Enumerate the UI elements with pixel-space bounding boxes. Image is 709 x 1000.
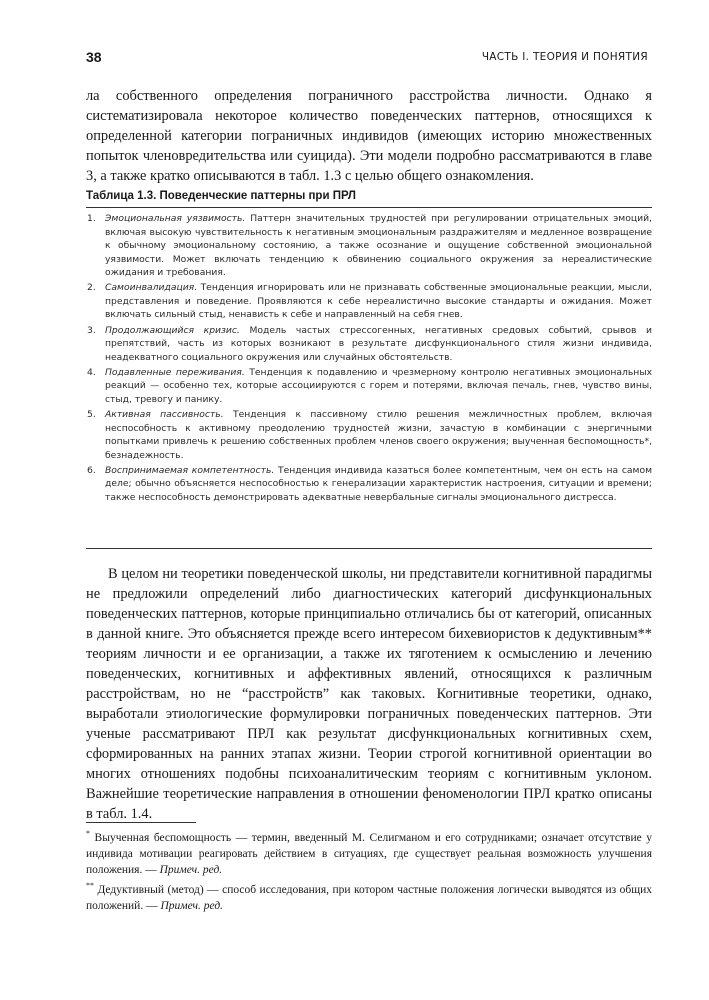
intro-paragraph: ла собственного определения пограничного расстройства личности. Однако я систематизировала некоторое количество поведенческих паттернов, относящихся к определенной категории пограничных индивидов (имеющих историю множественных попыток членовредительства или суицида). Эти модели подробно рассматриваются в главе 3, а также кратко описываются в табл. 1.3 с целью общего ознакомления. [86, 88, 652, 184]
item-text: Тенденция к пассивному стилю решения межличностных проблем, включая неспособность к активному преодолению трудностей жизни, зачастую в комбинации с энергичными попытками привлечь к решению собственных проблем членов своего окружения; выученная беспомощность*, безнадежность. [105, 409, 652, 461]
item-number: 1. [87, 213, 96, 224]
page-header [86, 43, 652, 73]
footnote-signature: Примеч. ред. [159, 864, 223, 876]
table-top-rule [86, 207, 652, 208]
main-paragraph: В целом ни теоретики поведенческой школы, ни представители когнитивной парадигмы не предложили определений либо диагностических категорий дисфункциональных поведенческих паттернов, которые принципиально отличались бы от категорий, описанных в данной книге. Это объясняется прежде всего интересом бихевиористов к дедуктивным** теориям личности и ее организации, а также их тяготением к осмыслению и лечению поведенческих, когнитивных и аффективных явлений, относящихся к различным расстройствам, но не “расстройств” как таковых. Когнитивные теоретики, однако, выработали этиологические формулировки пограничных поведенческих паттернов. Эти ученые рассматривают ПРЛ как результат дисфункциональных когнитивных схем, сформированных на ранних этапах жизни. Теории строгой когнитивной ориентации во многих отношениях подобны психоаналитическим теориям с когнитивным уклоном. Важнейшие теоретические направления в отношении феноменологии ПРЛ кратко описаны в табл. 1.4. [86, 566, 652, 822]
footnote-mark: ** [86, 881, 94, 890]
item-number: 3. [87, 324, 96, 336]
item-text: Тенденция игнорировать или не признавать собственные эмоциональные реакции, мысли, представления и поведение. Проявляются к себе нереалистично высокие стандарты и ожидания. Может включать сильный стыд, ненависть к себе и направленный на себя гнев. [105, 282, 652, 321]
footnote [86, 830, 652, 878]
item-text: Паттерн значительных трудностей при регулировании отрицательных эмоций, включая высокую чувствительность к негативным эмоциональным раздражителям и медленное возвращение к обычному эмоциональному состоянию, а также осознание и ощущение собственной эмоциональной уязвимости. Может включать тенденцию к обвинению социального окружения за нереалистические ожидания и требования. [105, 213, 652, 278]
item-term: Продолжающийся кризис. [105, 324, 240, 336]
item-text: Тенденция индивида казаться более компетентным, чем он есть на самом деле; обычно объясняется неспособностью к генерализации характеристик настроения, ситуации и времени; также неспособность демонстрировать адекватные невербальные сигналы эмоционального дистресса. [105, 464, 652, 503]
item-number: 5. [87, 409, 96, 421]
page-number: 38 [86, 49, 102, 65]
footnote-text: Выученная беспомощность — термин, введенный М. Селигманом и его сотрудниками; означает отсутствие у индивида мотивации реагировать действием в ситуациях, где существует реальная возможность улучшения положения. — [86, 832, 652, 876]
item-number: 6. [87, 464, 96, 476]
item-term: Эмоциональная уязвимость. [105, 213, 246, 224]
table-list [86, 212, 652, 506]
table-item [86, 212, 652, 280]
table-title: Таблица 1.3. Поведенческие паттерны при ПРЛ [86, 190, 356, 202]
footnote-rule [86, 822, 196, 823]
item-term: Воспринимаемая компетентность. [105, 464, 275, 476]
table-item [86, 281, 652, 322]
table-item [86, 324, 652, 365]
item-term: Подавленные переживания. [105, 366, 245, 378]
table-item [86, 408, 652, 462]
footnote-mark: * [86, 829, 90, 838]
footnote-text: Дедуктивный (метод) — способ исследования, при котором частные положения логически выводятся из общих положений. — [86, 884, 652, 912]
footnote [86, 882, 652, 914]
item-number: 4. [87, 366, 96, 378]
table-item [86, 366, 652, 407]
footnote-signature: Примеч. ред. [160, 900, 224, 912]
item-term: Активная пассивность. [105, 409, 224, 421]
table-item [86, 464, 652, 505]
item-text: Модель частых стрессогенных, негативных средовых событий, срывов и препятствий, часть из которых возникают в результате дисфункционального стиля жизни индивида, неадекватного социального окружения или случайных обстоятельств. [105, 324, 653, 363]
item-number: 2. [87, 282, 96, 294]
item-text: Тенденция к подавлению и чрезмерному контролю негативных эмоциональных реакций — особенно тех, которые ассоциируются с горем и потерями, включая печаль, гнев, чувство вины, стыд, тревогу и панику. [105, 366, 653, 405]
table-bottom-rule [86, 548, 652, 549]
item-term: Самоинвалидация. [105, 282, 198, 294]
running-head: ЧАСТЬ I. ТЕОРИЯ И ПОНЯТИЯ [481, 51, 648, 63]
